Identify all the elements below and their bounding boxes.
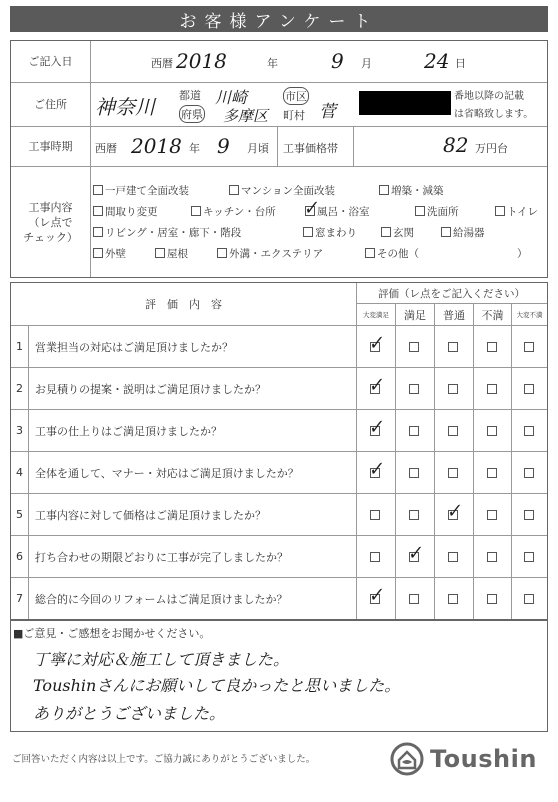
bath-check-mark: ✓ xyxy=(301,197,320,220)
question-text: 総合的に今回のリフォームはご満足頂けましたか？ xyxy=(35,592,288,606)
rating-checkbox[interactable] xyxy=(448,468,458,478)
question-row xyxy=(11,325,547,367)
rating-checkbox[interactable] xyxy=(448,426,458,436)
address-shi-ku: 市区 xyxy=(283,87,309,105)
rating-checkbox[interactable] xyxy=(524,384,534,394)
entry-day[interactable]: 24 xyxy=(424,49,450,73)
work-year-unit: 年 xyxy=(189,142,200,155)
entry-era: 西暦 xyxy=(151,57,173,70)
question-text: 営業担当の対応はご満足頂けましたか？ xyxy=(35,340,233,354)
rating-checkbox[interactable] xyxy=(524,510,534,520)
address-row xyxy=(11,83,547,127)
address-machi-mura: 町村 xyxy=(283,109,305,122)
redacted-block xyxy=(359,91,451,115)
evaluation-section xyxy=(10,282,548,620)
rating-checkbox[interactable] xyxy=(409,468,419,478)
rating-checkbox[interactable] xyxy=(409,342,419,352)
option-other[interactable]: その他（ xyxy=(365,246,419,261)
work-period-label: 工事時期 xyxy=(11,127,91,166)
comments-section xyxy=(10,620,548,732)
question-row xyxy=(11,409,547,451)
question-text: 工事内容に対して価格はご満足頂けましたか？ xyxy=(35,508,266,522)
rating-checkbox[interactable] xyxy=(448,594,458,604)
question-number: 7 xyxy=(11,578,29,619)
question-number: 2 xyxy=(11,368,29,409)
rating-checkbox[interactable] xyxy=(448,342,458,352)
question-row xyxy=(11,577,547,619)
question-number: 3 xyxy=(11,410,29,451)
logo-text: Toushin xyxy=(430,745,537,773)
rating-header: 評価（レ点をご記入ください） xyxy=(378,288,525,300)
entry-month-unit: 月 xyxy=(361,57,372,70)
house-logo-icon xyxy=(390,742,424,776)
rating-checkbox[interactable] xyxy=(409,594,419,604)
rating-check-mark: ✓ xyxy=(366,332,385,355)
question-number: 1 xyxy=(11,326,29,367)
rating-checkbox[interactable] xyxy=(409,510,419,520)
rating-checkbox[interactable] xyxy=(524,426,534,436)
rating-checkbox[interactable] xyxy=(524,594,534,604)
rating-checkbox[interactable] xyxy=(370,510,380,520)
rating-checkbox[interactable] xyxy=(487,510,497,520)
rating-checkbox[interactable] xyxy=(487,342,497,352)
rating-checkbox[interactable] xyxy=(448,384,458,394)
address-ward[interactable]: 多摩区 xyxy=(223,107,269,125)
entry-year-unit: 年 xyxy=(267,57,278,70)
question-row xyxy=(11,493,547,535)
footer-text: ご回答いただく内容は以上です。ご協力誠にありがとうございました。 xyxy=(12,754,316,765)
question-text: 工事の仕上りはご満足頂けましたか？ xyxy=(35,424,222,438)
option-exterior[interactable]: 外溝・エクステリア xyxy=(217,246,323,261)
col-satisfied: 満足 xyxy=(404,309,426,322)
question-row xyxy=(11,367,547,409)
address-city[interactable]: 川崎 xyxy=(215,88,248,107)
price-value[interactable]: 82 xyxy=(443,133,469,157)
rating-checkbox[interactable] xyxy=(524,342,534,352)
question-text: 打ち合わせの期限どおりに工事が完了しましたか？ xyxy=(35,550,288,564)
question-number: 6 xyxy=(11,536,29,577)
rating-checkbox[interactable] xyxy=(487,468,497,478)
rating-check-mark: ✓ xyxy=(444,500,463,523)
rating-checkbox[interactable] xyxy=(409,384,419,394)
question-row xyxy=(11,451,547,493)
address-prefecture[interactable]: 神奈川 xyxy=(95,95,155,119)
work-content-row xyxy=(11,167,547,277)
rating-check-mark: ✓ xyxy=(366,584,385,607)
work-content-label: 工事内容 （レ点で チェック） xyxy=(11,167,91,277)
col-dissatisfied: 不満 xyxy=(481,309,504,322)
entry-date-label: ご記入日 xyxy=(11,41,91,82)
rating-checkbox[interactable] xyxy=(487,594,497,604)
address-label: ご住所 xyxy=(11,83,91,126)
entry-day-unit: 日 xyxy=(455,57,466,70)
question-number: 5 xyxy=(11,494,29,535)
option-bath[interactable]: 風呂・浴室 xyxy=(305,204,370,219)
col-normal: 普通 xyxy=(443,309,465,322)
address-town[interactable]: 菅 xyxy=(319,102,336,122)
work-era: 西暦 xyxy=(95,142,117,155)
work-period-row xyxy=(11,127,547,167)
toushin-logo xyxy=(390,742,537,776)
work-month-unit: 月頃 xyxy=(247,142,269,155)
work-month[interactable]: 9 xyxy=(217,134,230,158)
rating-check-mark: ✓ xyxy=(366,416,385,439)
rating-checkbox[interactable] xyxy=(524,552,534,562)
option-roof[interactable]: 屋根 xyxy=(155,246,188,261)
address-to-do: 都道 xyxy=(179,89,201,102)
option-full-house[interactable]: 一戸建て全面改装 xyxy=(93,183,189,198)
question-row xyxy=(11,535,547,577)
comments-label: ■ご意見・ご感想をお聞かせください。 xyxy=(13,627,211,640)
rating-check-mark: ✓ xyxy=(366,458,385,481)
col-very-dissatisfied: 大変不満 xyxy=(516,311,543,319)
option-full-mansion[interactable]: マンション全面改装 xyxy=(229,183,335,198)
rating-checkbox[interactable] xyxy=(524,468,534,478)
col-very-satisfied: 大変満足 xyxy=(363,311,389,319)
option-layout[interactable]: 間取り変更 xyxy=(93,204,158,219)
comment-line-2[interactable]: Toushinさんにお願いして良かったと思いました。 xyxy=(33,676,401,695)
rating-checkbox[interactable] xyxy=(487,552,497,562)
option-entrance[interactable]: 玄関 xyxy=(381,225,414,240)
option-kitchen[interactable]: キッチン・台所 xyxy=(191,204,276,219)
option-window[interactable]: 窓まわり xyxy=(303,225,357,240)
rating-checkbox[interactable] xyxy=(370,552,380,562)
comment-line-3[interactable]: ありがとうございました。 xyxy=(33,704,226,723)
comment-line-1[interactable]: 丁寧に対応＆施工して頂きました。 xyxy=(33,650,290,669)
rating-checkbox[interactable] xyxy=(409,426,419,436)
rating-checkbox[interactable] xyxy=(448,552,458,562)
option-toilet[interactable]: トイレ xyxy=(495,204,538,219)
question-number: 4 xyxy=(11,452,29,493)
address-note-1: 番地以降の記載 xyxy=(454,91,524,102)
question-text: お見積りの提案・説明はご満足頂けましたか？ xyxy=(35,382,266,396)
price-label: 工事価格帯 xyxy=(283,142,338,155)
survey-title: お客様アンケート xyxy=(10,6,548,32)
option-living[interactable]: リビング・居室・廊下・階段 xyxy=(93,225,241,240)
rating-checkbox[interactable] xyxy=(487,384,497,394)
entry-year[interactable]: 2018 xyxy=(176,49,227,73)
option-exterior-wall[interactable]: 外壁 xyxy=(93,246,126,261)
info-section xyxy=(10,40,548,278)
entry-date-row xyxy=(11,41,547,83)
price-unit: 万円台 xyxy=(475,142,508,155)
option-extension[interactable]: 増築・減築 xyxy=(379,183,444,198)
entry-month[interactable]: 9 xyxy=(331,49,344,73)
rating-check-mark: ✓ xyxy=(405,542,424,565)
option-water-heater[interactable]: 給湯器 xyxy=(441,225,485,240)
question-text: 全体を通して、マナー・対応はご満足頂けましたか？ xyxy=(35,466,299,480)
address-fu-ken: 府県 xyxy=(179,105,205,123)
address-note-2: は省略致します。 xyxy=(454,109,534,120)
work-year[interactable]: 2018 xyxy=(131,134,182,158)
option-other-close: ） xyxy=(517,248,528,260)
option-washroom[interactable]: 洗面所 xyxy=(415,204,459,219)
rating-check-mark: ✓ xyxy=(366,374,385,397)
evaluation-header: 評 価 内 容 xyxy=(145,298,222,311)
rating-checkbox[interactable] xyxy=(487,426,497,436)
